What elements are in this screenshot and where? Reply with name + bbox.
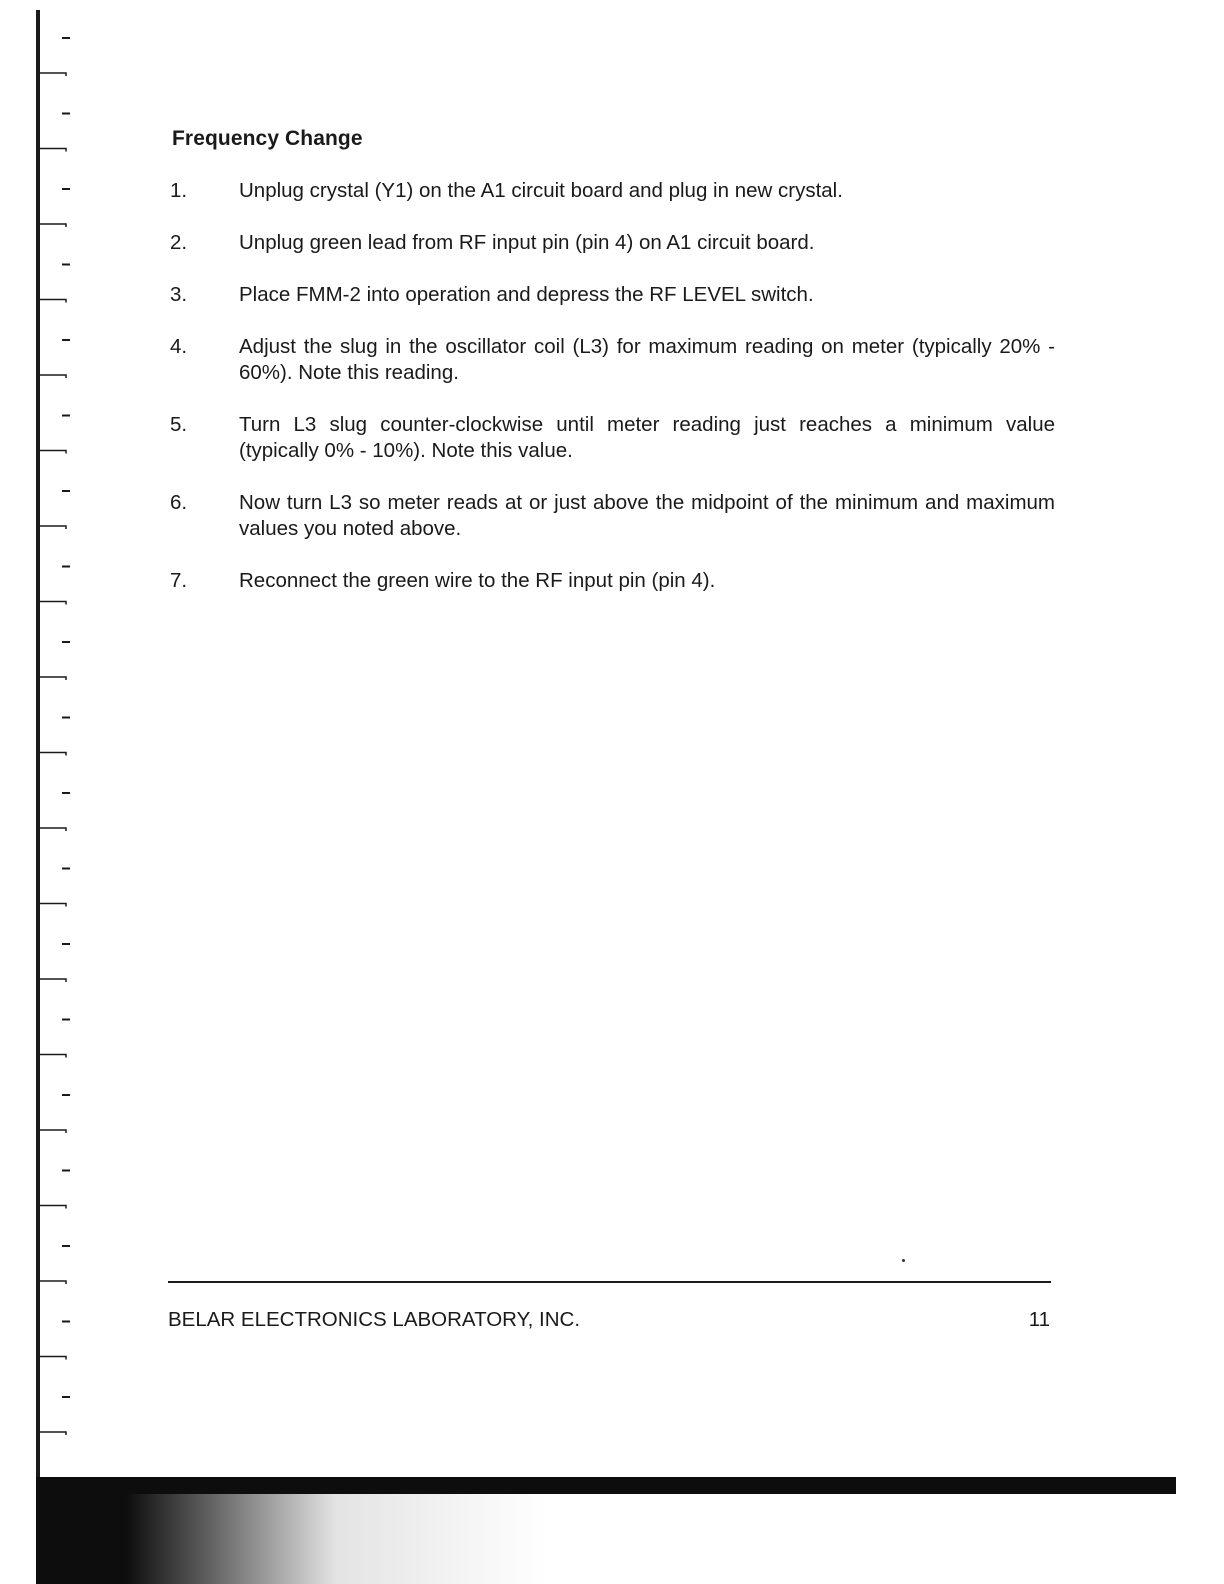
binding-hook [40, 753, 66, 756]
binding-hook [40, 149, 66, 152]
step-number: 4. [170, 335, 188, 358]
binding-hook [40, 375, 66, 378]
step-number: 1. [170, 179, 188, 202]
step-item [170, 334, 1055, 386]
step-item [170, 490, 1055, 542]
binding-hook [40, 602, 66, 605]
scan-speck [902, 1259, 905, 1262]
binding-hook [40, 300, 66, 303]
page-number: 11 [1028, 1308, 1050, 1331]
step-text: Place FMM-2 into operation and depress the RF LEVEL switch. [239, 283, 814, 306]
binding-hook [40, 526, 66, 529]
step-text: Adjust the slug in the oscillator coil (L3) for maximum reading on meter (typically 20% - 60%). Note this reading. [239, 335, 1055, 384]
step-item [170, 178, 1055, 204]
step-number: 5. [170, 413, 188, 436]
binding-hook [40, 677, 66, 680]
binding-hook [40, 828, 66, 831]
section-heading: Frequency Change [172, 127, 363, 150]
step-item [170, 568, 1055, 594]
binding-hook [40, 224, 66, 227]
scan-edge-bar [36, 1477, 1176, 1494]
binding-hook [40, 1055, 66, 1058]
binding-hook [40, 1281, 66, 1284]
binding-hook [40, 904, 66, 907]
step-text: Reconnect the green wire to the RF input pin (pin 4). [239, 569, 716, 592]
step-number: 7. [170, 569, 188, 592]
scan-edge-gradient [126, 1494, 726, 1584]
step-text: Unplug green lead from RF input pin (pin 4) on A1 circuit board. [239, 231, 815, 254]
binding-marks [40, 0, 80, 1480]
step-item [170, 230, 1055, 256]
scan-edge-shadow [36, 1494, 126, 1584]
binding-hook [40, 1357, 66, 1360]
procedure-steps [170, 178, 1055, 594]
binding-hook [40, 979, 66, 982]
step-number: 3. [170, 283, 188, 306]
binding-hook [40, 1206, 66, 1209]
step-item [170, 282, 1055, 308]
step-text: Unplug crystal (Y1) on the A1 circuit board and plug in new crystal. [239, 179, 843, 202]
footer-rule [168, 1281, 1051, 1283]
binding-hook [40, 73, 66, 76]
step-item [170, 412, 1055, 464]
binding-hook [40, 451, 66, 454]
step-number: 6. [170, 491, 188, 514]
step-text: Now turn L3 so meter reads at or just above the midpoint of the minimum and maximum values you noted above. [239, 491, 1055, 540]
step-text: Turn L3 slug counter-clockwise until meter reading just reaches a minimum value (typically 0% - 10%). Note this value. [239, 413, 1055, 462]
step-number: 2. [170, 231, 188, 254]
binding-hook [40, 1432, 66, 1435]
footer-company: BELAR ELECTRONICS LABORATORY, INC. [168, 1308, 581, 1331]
binding-hook [40, 1130, 66, 1133]
